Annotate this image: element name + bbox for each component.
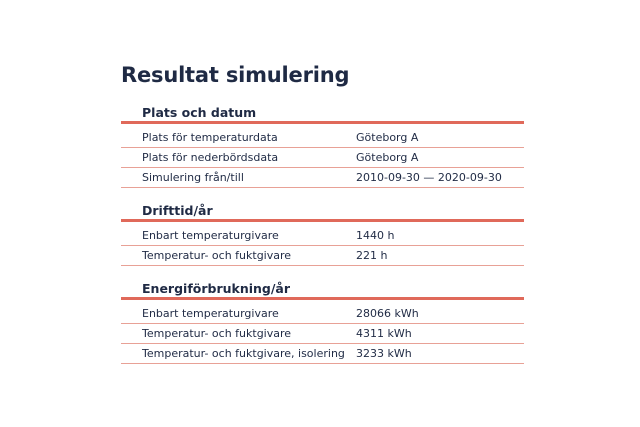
row-label: Plats för nederbördsdata <box>142 151 279 164</box>
page-title: Resultat simulering <box>121 63 350 87</box>
row-value: 2010-09-30 — 2020-09-30 <box>356 171 502 184</box>
table-row <box>121 128 524 148</box>
section-location-date <box>121 104 524 188</box>
row-value: 1440 h <box>356 229 395 242</box>
row-value: 4311 kWh <box>356 327 412 340</box>
section-energy-consumption <box>121 280 524 364</box>
result-page <box>121 58 524 364</box>
table-row <box>121 324 524 344</box>
section-heading-location-date: Plats och datum <box>121 104 524 124</box>
row-value: 221 h <box>356 249 388 262</box>
row-value: Göteborg A <box>356 151 419 164</box>
section-heading-operating-time: Drifttid/år <box>121 202 524 222</box>
row-value: 28066 kWh <box>356 307 419 320</box>
table-row <box>121 148 524 168</box>
row-label: Enbart temperaturgivare <box>142 229 279 242</box>
row-label: Plats för temperaturdata <box>142 131 278 144</box>
table-row <box>121 246 524 266</box>
row-value: Göteborg A <box>356 131 419 144</box>
row-label: Enbart temperaturgivare <box>142 307 279 320</box>
section-heading-energy-consumption: Energiförbrukning/år <box>121 280 524 300</box>
row-label: Temperatur- och fuktgivare <box>142 249 292 262</box>
table-row <box>121 226 524 246</box>
row-label: Simulering från/till <box>142 171 244 184</box>
row-label: Temperatur- och fuktgivare <box>142 327 292 340</box>
row-label: Temperatur- och fuktgivare, isolering <box>142 347 345 360</box>
table-row <box>121 304 524 324</box>
table-row <box>121 168 524 188</box>
row-value: 3233 kWh <box>356 347 412 360</box>
table-row <box>121 344 524 364</box>
section-operating-time <box>121 202 524 266</box>
